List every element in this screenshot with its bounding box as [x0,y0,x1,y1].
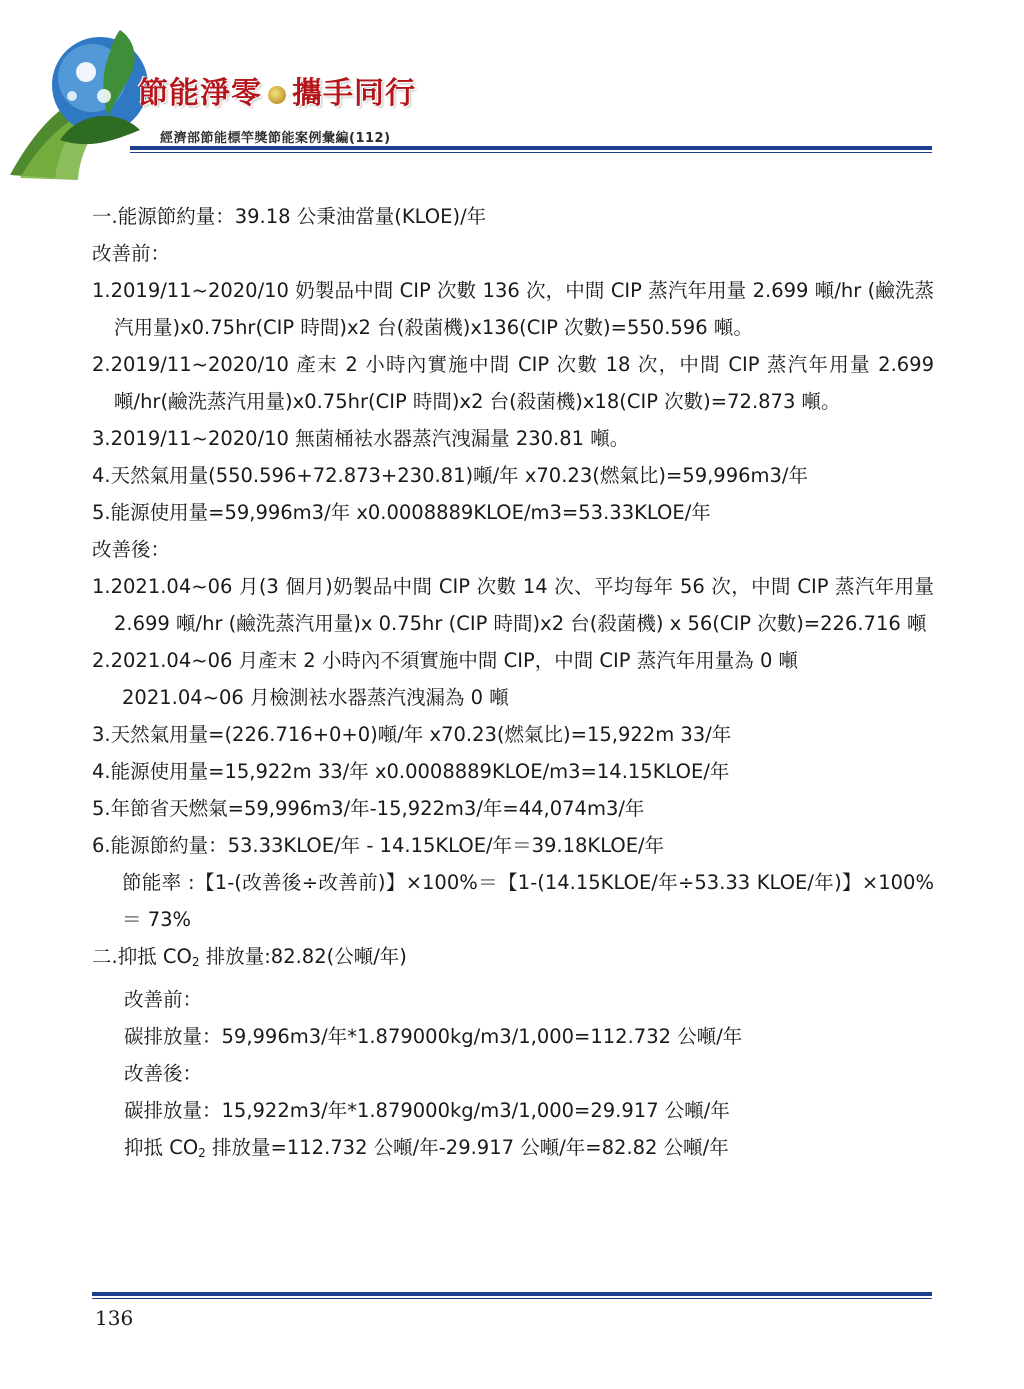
after-heading: 改善後： [92,538,171,561]
brand-separator-icon [268,86,286,104]
section-2-heading-pre: 二.抑抵 CO [92,945,192,968]
before-heading: 改善前： [92,242,171,265]
after-item-6: 6.能源節約量：53.33KLOE/年 - 14.15KLOE/年＝39.18KLOE/年 [92,834,665,857]
header-subtitle: 經濟部節能標竿獎節能案例彙編(112) [160,131,391,146]
after-item-2-cont: 2021.04~06 月檢測袪水器蒸汽洩漏為 0 噸 [122,686,509,709]
co2-reduction-sub: 2 [198,1146,206,1160]
brand-title-left: 節能淨零 [138,76,262,111]
after-item-2: 2.2021.04~06 月產末 2 小時內不須實施中間 CIP，中間 CIP 蒸汽年用量為 0 噸 [92,649,799,672]
co2-before-heading: 改善前： [124,988,203,1011]
co2-before-value: 碳排放量：59,996m3/年*1.879000kg/m3/1,000=112.732 公噸/年 [124,1025,743,1048]
before-item-5: 5.能源使用量=59,996m3/年 x0.0008889KLOE/m3=53.33KLOE/年 [92,501,711,524]
co2-reduction [92,1129,934,1172]
co2-reduction-pre: 抑抵 CO [124,1136,199,1159]
before-item-2: 2.2019/11~2020/10 產末 2 小時內實施中間 CIP 次數 18 次，中間 CIP 蒸汽年用量 2.699 噸/hr(鹼洗蒸汽用量)x0.75hr(CIP 時間)x2 台(殺菌機)x18(CIP 次數)=72.873 噸。 [92,353,934,413]
brand-title-right: 攜手同行 [292,76,416,111]
page-header [0,0,1024,190]
after-item-1: 1.2021.04~06 月(3 個月)奶製品中間 CIP 次數 14 次、平均每年 56 次，中間 CIP 蒸汽年用量 2.699 噸/hr (鹼洗蒸汽用量)x 0.75hr (CIP 時間)x2 台(殺菌機) x 56(CIP 次數)=226.716 噸 [92,575,934,635]
section-1-heading: 一.能源節約量：39.18 公秉油當量(KLOE)/年 [92,205,487,228]
before-item-3: 3.2019/11~2020/10 無菌桶袪水器蒸汽洩漏量 230.81 噸。 [92,427,630,450]
after-item-5: 5.年節省天燃氣=59,996m3/年-15,922m3/年=44,074m3/年 [92,797,645,820]
co2-after-value: 碳排放量：15,922m3/年*1.879000kg/m3/1,000=29.917 公噸/年 [124,1099,730,1122]
document-body [92,198,934,1172]
section-2-heading-sub: 2 [191,955,200,969]
header-rule-thin [130,152,932,153]
before-item-4: 4.天然氣用量(550.596+72.873+230.81)噸/年 x70.23(燃氣比)=59,996m3/年 [92,464,808,487]
footer-rule-thick [92,1292,932,1296]
section-2-heading-post: 排放量:82.82(公噸/年) [199,945,407,968]
header-rule-thick [130,146,932,150]
co2-after-heading: 改善後： [124,1062,203,1085]
before-item-1: 1.2019/11~2020/10 奶製品中間 CIP 次數 136 次，中間 CIP 蒸汽年用量 2.699 噸/hr (鹼洗蒸汽用量)x0.75hr(CIP 時間)x2 台(殺菌機)x136(CIP 次數)=550.596 噸。 [92,279,934,339]
after-item-3: 3.天然氣用量=(226.716+0+0)噸/年 x70.23(燃氣比)=15,922m 33/年 [92,723,732,746]
co2-reduction-post: 排放量=112.732 公噸/年-29.917 公噸/年=82.82 公噸/年 [205,1136,729,1159]
brand-title [138,68,416,112]
after-item-4: 4.能源使用量=15,922m 33/年 x0.0008889KLOE/m3=14.15KLOE/年 [92,760,730,783]
footer-rule-thin [92,1298,932,1299]
page-number: 136 [95,1306,134,1330]
saving-rate: 節能率 :【1-(改善後÷改善前)】×100%＝【1-(14.15KLOE/年÷53.33 KLOE/年)】×100%＝ 73% [122,871,934,931]
section-2-heading [92,938,934,981]
